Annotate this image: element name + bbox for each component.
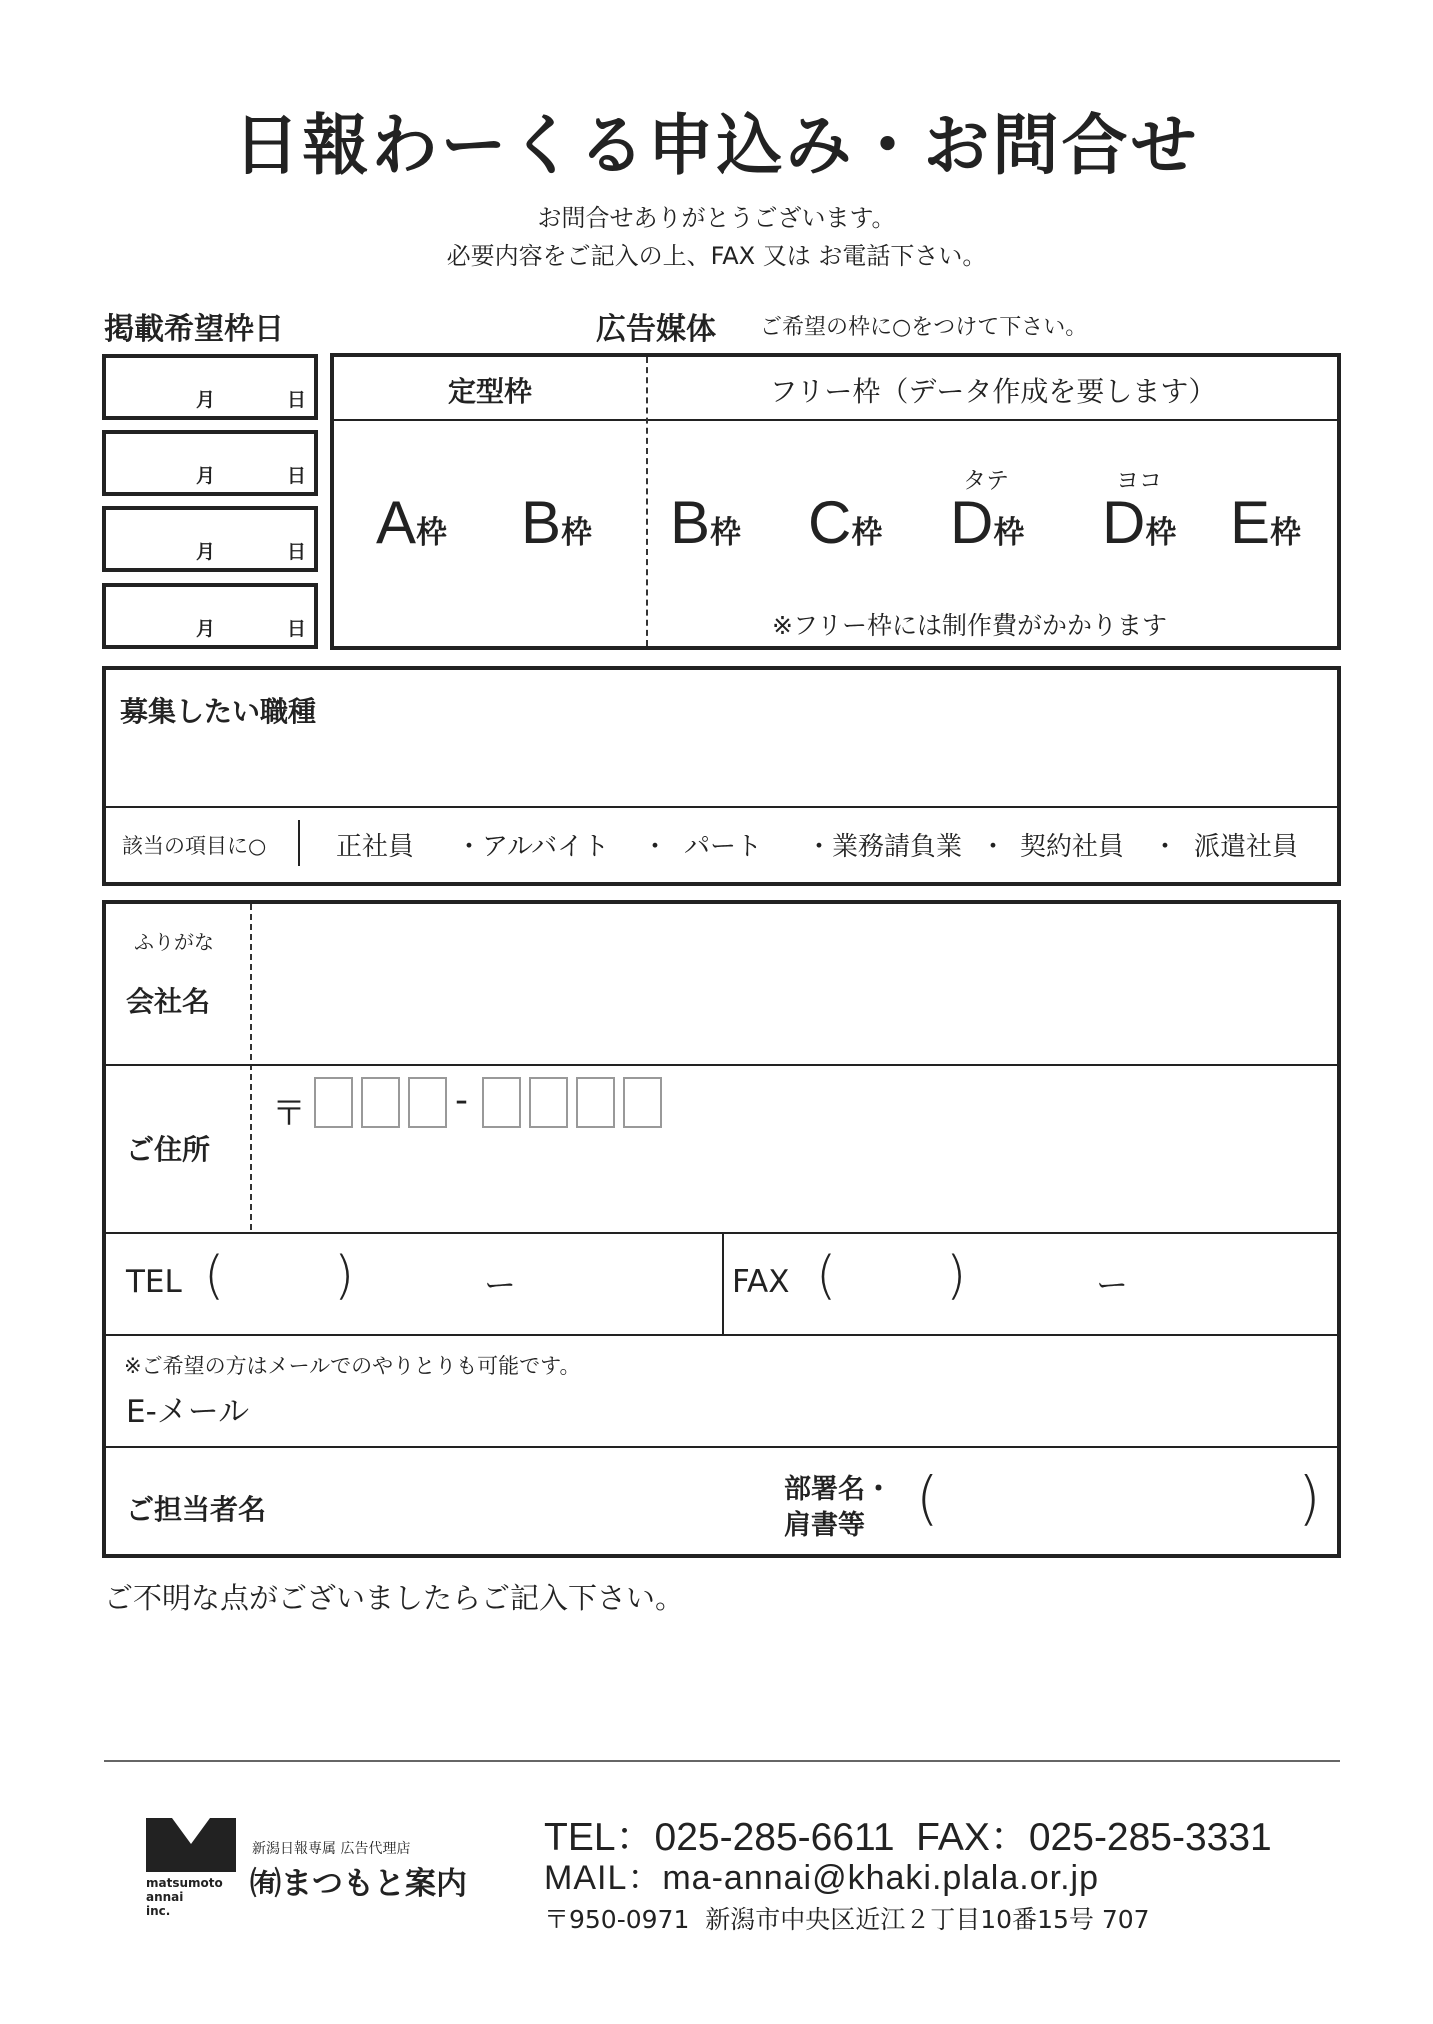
jobs-divider <box>106 806 1337 808</box>
form-row-divider <box>106 1334 1337 1336</box>
contact-person-label: ご担当者名 <box>126 1493 267 1526</box>
frame-suffix: 枠 <box>561 515 593 551</box>
fax-close-paren: ) <box>946 1246 967 1306</box>
contact-person-field[interactable] <box>320 1462 760 1548</box>
frame-letter: C <box>808 489 852 556</box>
form-row-divider <box>106 1064 1337 1066</box>
postal-digit-box[interactable] <box>314 1077 353 1128</box>
fixed-frame-header: 定型枠 <box>447 375 532 408</box>
jobs-check-label: 該当の項目に○ <box>122 834 267 858</box>
postal-digit-box[interactable] <box>529 1077 568 1128</box>
frame-suffix: 枠 <box>710 515 742 551</box>
frame-suffix: 枠 <box>851 515 883 551</box>
day-label: 日 <box>286 389 306 411</box>
email-label: E-メール <box>126 1394 250 1430</box>
address-field[interactable] <box>256 1140 1334 1228</box>
frame-d-tate[interactable] <box>950 488 1024 557</box>
job-option-contracting[interactable]: ・業務請負業 <box>806 832 963 862</box>
free-frame-note: ※フリー枠には制作費がかかります <box>772 611 1167 640</box>
address-label: ご住所 <box>126 1133 211 1166</box>
job-separator: ・ <box>1152 832 1179 862</box>
furigana-label: ふりがな <box>134 930 214 954</box>
media-note: ご希望の枠に○をつけて下さい。 <box>760 315 1088 340</box>
form-label-divider <box>250 904 252 1230</box>
intro-line-1: お問合せありがとうございます。 <box>537 204 896 232</box>
month-label: 月 <box>196 541 216 563</box>
dept-field[interactable] <box>936 1464 1294 1548</box>
postal-dash: - <box>455 1080 468 1121</box>
frame-b-fixed[interactable] <box>521 488 592 557</box>
media-label: 広告媒体 <box>596 312 716 347</box>
schedule-label: 掲載希望枠日 <box>104 312 284 347</box>
job-separator: ・ <box>642 832 669 862</box>
company-logo-icon <box>146 1818 236 1872</box>
free-frame-header: フリー枠（データ作成を要します） <box>769 375 1217 408</box>
fax-label: FAX <box>732 1264 790 1300</box>
company-name-field[interactable] <box>256 910 1334 1060</box>
logo-text-line: annai <box>146 1890 184 1904</box>
dept-close-paren: ) <box>1298 1464 1321 1532</box>
date-box-3[interactable] <box>102 506 318 572</box>
frame-letter: B <box>521 489 562 556</box>
intro-line-2: 必要内容をご記入の上、FAX 又は お電話下さい。 <box>446 242 987 270</box>
frame-b-free[interactable] <box>670 488 741 557</box>
postal-digit-box[interactable] <box>576 1077 615 1128</box>
footer-divider <box>104 1760 1340 1762</box>
job-option-part[interactable]: パート <box>684 832 763 862</box>
frame-letter: A <box>376 489 417 556</box>
dept-label <box>784 1472 892 1544</box>
postal-mark: 〒 <box>272 1094 306 1134</box>
postal-digit-box[interactable] <box>482 1077 521 1128</box>
month-label: 月 <box>196 389 216 411</box>
agency-subtitle: 新潟日報専属 広告代理店 <box>252 1841 411 1857</box>
frame-suffix: 枠 <box>1145 515 1177 551</box>
email-field[interactable] <box>280 1382 1330 1440</box>
dept-open-paren: ( <box>916 1464 939 1532</box>
form-row-divider <box>106 1446 1337 1448</box>
dept-label-line-1: 部署名・ <box>784 1474 892 1505</box>
agency-name: ㈲まつもと案内 <box>250 1866 467 1902</box>
frame-letter: B <box>670 489 711 556</box>
date-box-2[interactable] <box>102 430 318 496</box>
job-option-arbeit[interactable]: ・アルバイト <box>456 832 610 862</box>
frame-letter: D <box>1102 489 1146 556</box>
job-option-dispatch[interactable]: 派遣社員 <box>1194 832 1299 862</box>
tel-open-paren: ( <box>204 1246 225 1306</box>
jobs-check-divider <box>298 820 300 866</box>
frame-suffix: 枠 <box>416 515 448 551</box>
job-option-fulltime[interactable]: 正社員 <box>336 832 415 862</box>
frame-e[interactable] <box>1230 488 1301 557</box>
job-separator: ・ <box>980 832 1007 862</box>
ruby-yoko: ヨコ <box>1116 468 1162 494</box>
inquiry-notes-area[interactable] <box>104 1618 1340 1748</box>
frame-letter: D <box>950 489 994 556</box>
day-label: 日 <box>286 618 306 640</box>
job-option-contract[interactable]: 契約社員 <box>1020 832 1125 862</box>
fax-open-paren: ( <box>816 1246 837 1306</box>
fax-field[interactable] <box>830 1246 1330 1326</box>
company-label: 会社名 <box>126 985 211 1018</box>
media-header-divider <box>334 419 1337 421</box>
dept-label-line-2: 肩書等 <box>784 1510 865 1541</box>
ruby-tate: タテ <box>963 468 1009 494</box>
logo-text <box>146 1876 223 1918</box>
postal-digit-box[interactable] <box>623 1077 662 1128</box>
tel-close-paren: ) <box>334 1246 355 1306</box>
date-box-4[interactable] <box>102 583 318 649</box>
frame-d-yoko[interactable] <box>1102 488 1176 557</box>
postal-digit-box[interactable] <box>408 1077 447 1128</box>
month-label: 月 <box>196 465 216 487</box>
tel-dash: ー <box>484 1266 517 1304</box>
footer-tel-fax: TEL：025-285-6611 FAX：025-285-3331 <box>544 1816 1272 1859</box>
logo-text-line: matsumoto <box>146 1876 223 1890</box>
jobs-label: 募集したい職種 <box>120 695 317 728</box>
frame-suffix: 枠 <box>1270 515 1302 551</box>
fax-dash: ー <box>1096 1266 1129 1304</box>
postal-digit-box[interactable] <box>361 1077 400 1128</box>
frame-letter: E <box>1230 489 1271 556</box>
frame-suffix: 枠 <box>993 515 1025 551</box>
date-box-1[interactable] <box>102 354 318 420</box>
footer-address: 〒950-0971 新潟市中央区近江２丁目10番15号 707 <box>544 1905 1150 1934</box>
frame-a[interactable] <box>376 488 447 557</box>
day-label: 日 <box>286 465 306 487</box>
page-title: 日報わーくる申込み・お問合せ <box>233 106 1200 184</box>
tel-label: TEL <box>126 1264 182 1300</box>
tel-fax-divider <box>722 1234 724 1334</box>
closing-note: ご不明な点がございましたらご記入下さい。 <box>104 1581 685 1615</box>
logo-text-line: inc. <box>146 1904 171 1918</box>
tel-field[interactable] <box>222 1246 712 1326</box>
email-note: ※ご希望の方はメールでのやりとりも可能です。 <box>124 1354 581 1378</box>
month-label: 月 <box>196 618 216 640</box>
footer-mail: MAIL：ma-annai@khaki.plala.or.jp <box>544 1859 1099 1897</box>
frame-c[interactable] <box>808 488 882 557</box>
day-label: 日 <box>286 541 306 563</box>
